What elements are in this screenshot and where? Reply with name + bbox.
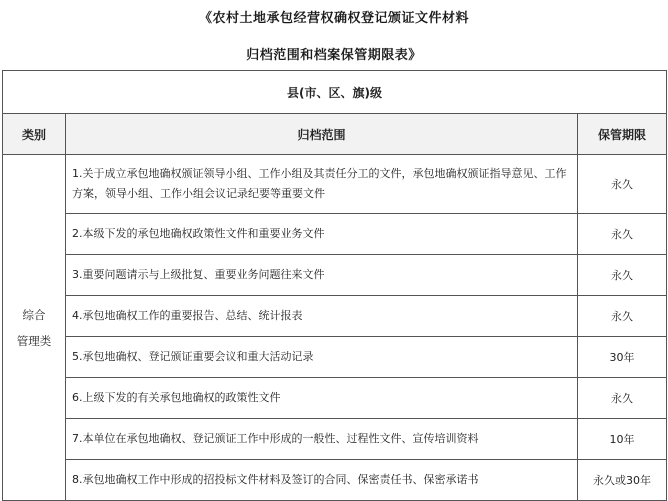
document-title-line1: 《农村土地承包经营权确权登记颁证文件材料 xyxy=(198,11,469,26)
table-row xyxy=(3,419,667,460)
table-row xyxy=(3,155,667,214)
scope-cell: 2.本级下发的承包地确权政策性文件和重要业务文件 xyxy=(66,214,578,255)
scope-cell: 3.重要问题请示与上级批复、重要业务问题往来文件 xyxy=(66,255,578,296)
column-header-category: 类别 xyxy=(3,114,66,155)
period-cell: 永久或30年 xyxy=(578,460,667,501)
column-header-scope: 归档范围 xyxy=(66,114,578,155)
table-row xyxy=(3,337,667,378)
period-cell: 10年 xyxy=(578,419,667,460)
scope-cell: 7.本单位在承包地确权、登记颁证工作中形成的一般性、过程性文件、宣传培训资料 xyxy=(66,419,578,460)
scope-cell: 4.承包地确权工作的重要报告、总结、统计报表 xyxy=(66,296,578,337)
period-cell: 永久 xyxy=(578,296,667,337)
scope-cell: 6.上级下发的有关承包地确权的政策性文件 xyxy=(66,378,578,419)
table-row xyxy=(3,255,667,296)
column-header-period: 保管期限 xyxy=(578,114,667,155)
table-row xyxy=(3,378,667,419)
scope-cell: 5.承包地确权、登记颁证重要会议和重大活动记录 xyxy=(66,337,578,378)
period-cell: 永久 xyxy=(578,214,667,255)
document-title-line2: 归档范围和档案保管期限表》 xyxy=(246,48,422,63)
category-label-line2: 管理类 xyxy=(16,333,52,348)
level-header: 县(市、区、旗)级 xyxy=(3,71,667,114)
retention-table xyxy=(2,70,667,501)
category-label-line1: 综合 xyxy=(22,307,46,322)
scope-cell: 8.承包地确权工作中形成的招投标文件材料及签订的合同、保密责任书、保密承诺书 xyxy=(66,460,578,501)
period-cell: 永久 xyxy=(578,155,667,214)
scope-cell: 1.关于成立承包地确权颁证领导小组、工作小组及其责任分工的文件，承包地确权颁证指导意见、工作方案，领导小组、工作小组会议记录纪要等重要文件 xyxy=(66,155,578,214)
period-cell: 永久 xyxy=(578,255,667,296)
table-row xyxy=(3,296,667,337)
period-cell: 30年 xyxy=(578,337,667,378)
category-cell xyxy=(3,155,66,501)
period-cell: 永久 xyxy=(578,378,667,419)
table-row xyxy=(3,460,667,501)
table-row xyxy=(3,214,667,255)
